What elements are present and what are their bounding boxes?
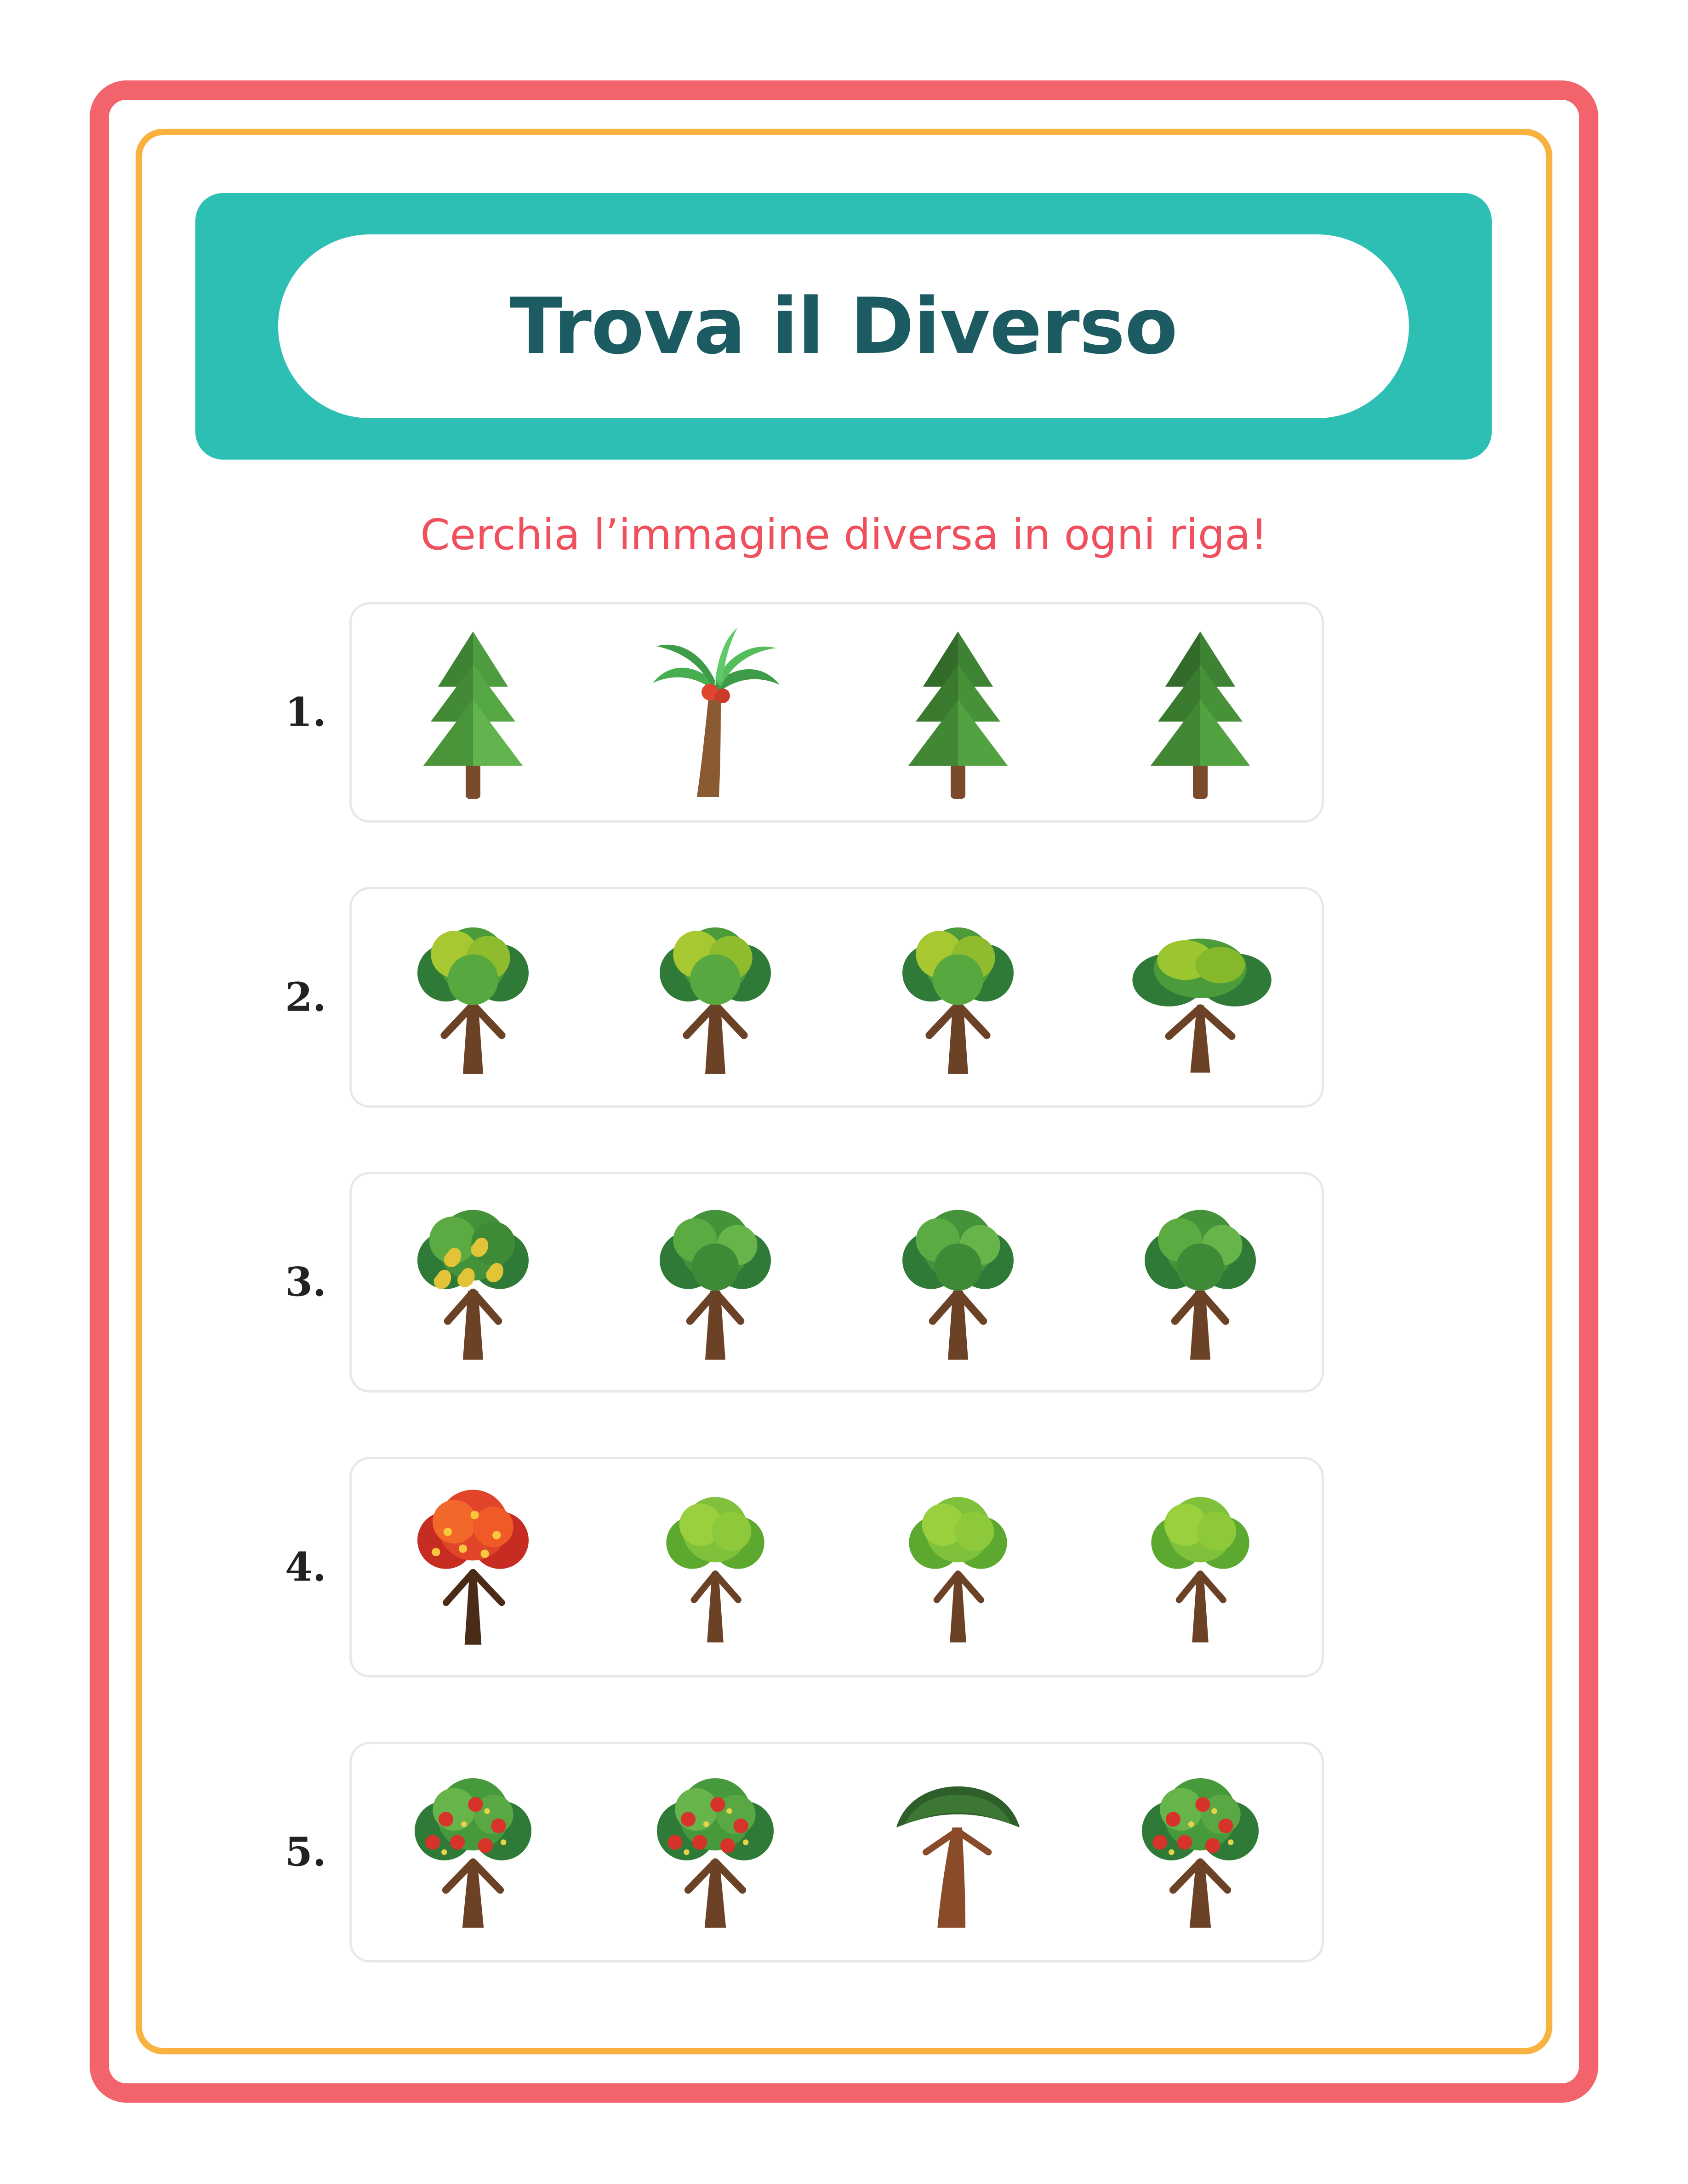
item-leafy-tree[interactable] — [610, 899, 821, 1096]
row-items-3 — [349, 1172, 1324, 1393]
row-number-1: 1. — [285, 689, 326, 736]
exercise-row-5 — [285, 1742, 1324, 1962]
row-items-1 — [349, 602, 1324, 823]
row-items-4 — [349, 1457, 1324, 1678]
exercise-row-4 — [285, 1457, 1324, 1678]
item-apple-tree[interactable] — [367, 1753, 579, 1951]
item-acacia-tree[interactable] — [852, 1753, 1064, 1951]
item-green-tree[interactable] — [1095, 1183, 1306, 1381]
title-banner — [195, 193, 1492, 460]
item-pine-tree[interactable] — [1095, 614, 1306, 811]
item-apple-tree[interactable] — [610, 1753, 821, 1951]
exercise-row-1 — [285, 602, 1324, 823]
item-pine-tree[interactable] — [852, 614, 1064, 811]
item-leafy-tree[interactable] — [367, 899, 579, 1096]
title-pill — [278, 234, 1409, 418]
row-items-5 — [349, 1742, 1324, 1962]
item-lime-green-tree[interactable] — [852, 1468, 1064, 1666]
item-leafy-tree[interactable] — [852, 899, 1064, 1096]
row-number-2: 2. — [285, 974, 326, 1021]
item-autumn-red-tree[interactable] — [367, 1468, 579, 1666]
page-title: Trova il Diverso — [509, 281, 1178, 371]
instruction-text: Cerchia l’immagine diversa in ogni riga! — [420, 510, 1268, 559]
row-number-4: 4. — [285, 1544, 326, 1591]
exercise-row-2 — [285, 887, 1324, 1108]
item-leafy-tree-wide[interactable] — [1095, 899, 1306, 1096]
row-number-5: 5. — [285, 1829, 326, 1876]
exercise-row-3 — [285, 1172, 1324, 1393]
item-apple-tree[interactable] — [1095, 1753, 1306, 1951]
item-lime-green-tree[interactable] — [1095, 1468, 1306, 1666]
row-items-2 — [349, 887, 1324, 1108]
item-lime-green-tree[interactable] — [610, 1468, 821, 1666]
row-number-3: 3. — [285, 1259, 326, 1306]
item-pear-tree[interactable] — [367, 1183, 579, 1381]
item-palm-tree[interactable] — [610, 614, 821, 811]
item-pine-tree[interactable] — [367, 614, 579, 811]
item-green-tree[interactable] — [852, 1183, 1064, 1381]
item-green-tree[interactable] — [610, 1183, 821, 1381]
